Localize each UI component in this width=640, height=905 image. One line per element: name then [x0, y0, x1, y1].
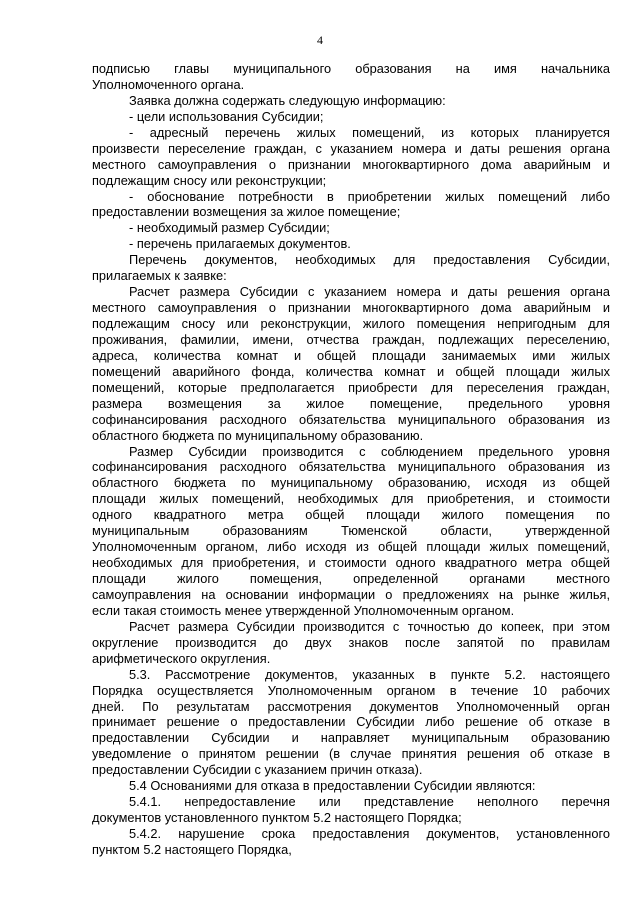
text-line: софинансирования расходного обязательства муниципального образования из	[92, 459, 610, 475]
text-line: Размер Субсидии производится с соблюдением предельного уровня	[129, 443, 610, 459]
text-line: помещений, которые предполагается приобрести для переселения граждан,	[92, 379, 610, 395]
text-line: проживания, фамилии, имени, отчества граждан, подлежащих переселению,	[92, 331, 610, 347]
text-line: адреса, количества комнат и общей площади занимаемых ими жилых	[92, 347, 610, 363]
text-line: муниципальным образованиям Тюменской области, утвержденной	[92, 523, 610, 539]
text-line: Расчет размера Субсидии производится с точностью до копеек, при этом	[129, 618, 610, 634]
text-line: - обоснование потребности в приобретении жилых помещений либо	[129, 188, 610, 204]
text-line: одного квадратного метра общей площади жилого помещения по	[92, 507, 610, 523]
text-line: - необходимый размер Субсидии;	[129, 220, 330, 236]
text-line: предоставлении возмещения за жилое помещение;	[92, 204, 401, 220]
text-line: дней. По результатам рассмотрения документов Уполномоченный орган	[92, 698, 610, 714]
text-line: 5.4.1. непредоставление или представление неполного перечня	[129, 794, 610, 810]
text-line: необходимых для приобретения, и стоимости одного квадратного метра общей	[92, 555, 610, 571]
document-body	[92, 61, 610, 858]
text-line: Расчет размера Субсидии с указанием номера и даты решения органа	[129, 284, 610, 300]
text-line: округление производится до двух знаков после запятой по правилам	[92, 634, 610, 650]
page-number: 4	[317, 33, 323, 47]
text-line: - цели использования Субсидии;	[129, 108, 324, 124]
text-line: Перечень документов, необходимых для предоставления Субсидии,	[129, 252, 610, 268]
text-line: - перечень прилагаемых документов.	[129, 236, 351, 252]
text-line: принимает решение о предоставлении Субсидии либо решение об отказе в	[92, 714, 610, 730]
text-line: 5.3. Рассмотрение документов, указанных в пункте 5.2. настоящего	[129, 666, 610, 682]
text-line: подписью главы муниципального образования на имя начальника	[92, 61, 610, 76]
text-line: самоуправления на основании информации о предложениях на рынке жилья,	[92, 586, 610, 602]
text-line: Уполномоченным органом, либо исходя из общей площади жилых помещений,	[92, 539, 610, 555]
text-line: арифметического округления.	[92, 650, 271, 666]
text-line: если такая стоимость менее утвержденной Уполномоченным органом.	[92, 602, 515, 618]
text-line: 5.4 Основаниями для отказа в предоставлении Субсидии являются:	[129, 778, 536, 794]
text-line: прилагаемых к заявке:	[92, 268, 227, 284]
text-line: Заявка должна содержать следующую информацию:	[129, 92, 446, 108]
text-line: размера возмещения за жилое помещение, предельного уровня	[92, 395, 610, 411]
text-line: Уполномоченного органа.	[92, 76, 245, 92]
text-line: документов установленного пунктом 5.2 настоящего Порядка;	[92, 810, 462, 826]
text-line: областного бюджета по муниципальному образованию, исходя из общей	[92, 475, 610, 491]
text-line: 5.4.2. нарушение срока предоставления документов, установленного	[129, 826, 610, 841]
text-line: Порядка осуществляется Уполномоченным органом в течение 10 рабочих	[92, 682, 610, 698]
text-line: произвести переселение граждан, с указанием номера и даты решения органа	[92, 140, 610, 156]
text-line: софинансирования расходного обязательства муниципального образования из	[92, 411, 610, 427]
text-line: местного самоуправления о признании многоквартирного дома аварийным и	[92, 300, 610, 316]
text-line: подлежащим сносу или реконструкции;	[92, 172, 327, 188]
text-line: помещений аварийного фонда, количества комнат и общей площади жилых	[92, 363, 610, 379]
text-line: - адресный перечень жилых помещений, из которых планируется	[129, 124, 610, 140]
text-line: областного бюджета по муниципальному образованию.	[92, 427, 424, 443]
text-line: предоставлении Субсидии с указанием причин отказа).	[92, 762, 423, 778]
text-line: уведомление о принятом решении (в случае принятия решения об отказе в	[92, 746, 610, 762]
text-line: площади жилого помещения, определенной органами местного	[92, 571, 610, 586]
text-line: подлежащим сносу или реконструкции, жилого помещения непригодным для	[92, 316, 610, 331]
text-line: предоставлении Субсидии и направляет муниципальным образованию	[92, 730, 610, 746]
text-line: площади жилых помещений, необходимых для приобретения, и стоимости	[92, 491, 610, 507]
text-line: местного самоуправления о признании многоквартирного дома аварийным и	[92, 156, 610, 172]
text-line: пунктом 5.2 настоящего Порядка,	[92, 841, 292, 857]
